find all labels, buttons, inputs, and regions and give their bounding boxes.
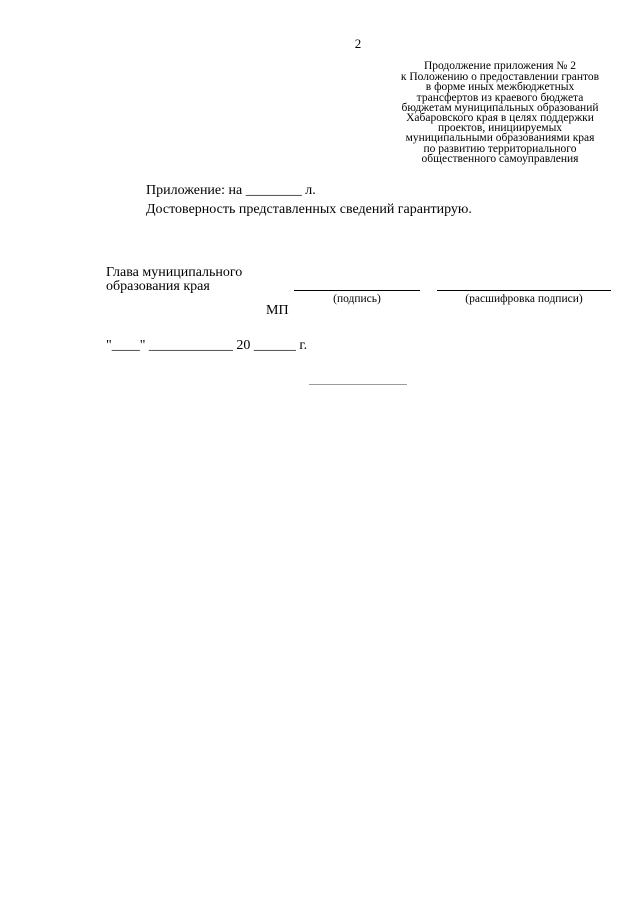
signatory-position-line: Глава муниципального bbox=[106, 265, 243, 280]
appendix-header-line: к Положению о предоставлении грантов bbox=[400, 71, 600, 84]
signature-caption: (подпись) bbox=[333, 293, 381, 305]
appendix-header-line: трансфертов из краевого бюджета bbox=[416, 91, 584, 104]
signature-decode-blank-line bbox=[437, 290, 611, 291]
appendix-header-line: бюджетам муниципальных образований bbox=[401, 101, 599, 114]
signature-decode-caption: (расшифровка подписи) bbox=[465, 293, 583, 305]
appendix-header-line: проектов, инициируемых bbox=[437, 122, 563, 135]
signatory-position-line: образования края bbox=[106, 279, 210, 294]
appendix-title: Продолжение приложения № 2 bbox=[423, 60, 577, 72]
guarantee-statement: Достоверность представленных сведений гарантирую. bbox=[146, 202, 472, 217]
appendix-header-line: муниципальными образованиями края bbox=[405, 132, 595, 145]
appendix-header-line: по развитию территориального bbox=[423, 142, 577, 155]
appendix-header bbox=[380, 61, 620, 164]
appendix-header-line: Хабаровского края в целях поддержки bbox=[406, 112, 594, 125]
appendix-header-line: общественного самоуправления bbox=[421, 152, 579, 165]
page-number: 2 bbox=[354, 36, 362, 51]
signatory-position bbox=[106, 266, 242, 294]
seal-place-label: МП bbox=[266, 303, 289, 318]
appendix-header-line: в форме иных межбюджетных bbox=[425, 81, 575, 94]
attachment-pages-line: Приложение: на ________ л. bbox=[146, 183, 316, 198]
end-of-document-rule bbox=[309, 384, 407, 385]
signature-blank-line bbox=[294, 290, 420, 291]
date-blank-line: "____" ____________ 20 ______ г. bbox=[106, 338, 308, 353]
